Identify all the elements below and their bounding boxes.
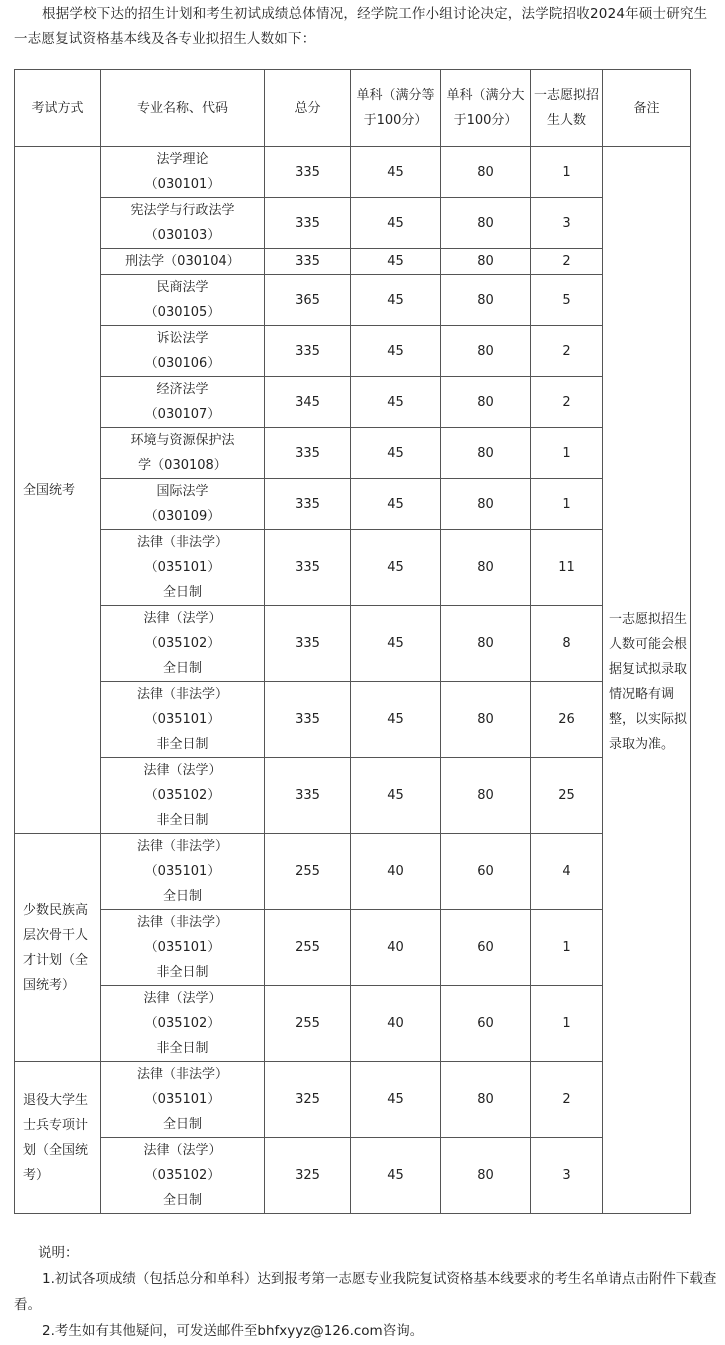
- major-line: 法学理论: [156, 152, 209, 167]
- table-row: [15, 530, 691, 606]
- major-line: （035101）: [144, 712, 221, 727]
- single-100-cell: 45: [351, 530, 441, 606]
- quota-cell: 1: [531, 147, 603, 198]
- quota-cell: 2: [531, 1062, 603, 1138]
- major-line: 全日制: [162, 585, 202, 600]
- table-body: [15, 147, 691, 1214]
- exam-type-cell: 全国统考: [15, 147, 101, 834]
- header-single-gt100: 单科（满分大于100分）: [441, 70, 531, 147]
- remark-lower-cell: [603, 834, 691, 1214]
- header-exam-type: 考试方式: [15, 70, 101, 147]
- major-line: （030107）: [144, 407, 221, 422]
- quota-cell: 2: [531, 377, 603, 428]
- single-gt100-cell: 80: [441, 377, 531, 428]
- remark-cell: 一志愿拟招生人数可能会根据复试拟录取情况略有调整，以实际拟录取为准。: [603, 530, 691, 834]
- major-line: 非全日制: [156, 1041, 209, 1056]
- single-100-cell: 45: [351, 606, 441, 682]
- major-line: 全日制: [162, 889, 202, 904]
- single-gt100-cell: 60: [441, 910, 531, 986]
- major-line: （030101）: [144, 177, 221, 192]
- notes-item-1: 1.初试各项成绩（包括总分和单科）达到报考第一志愿专业我院复试资格基本线要求的考生名单请点击附件下载查看。: [14, 1271, 717, 1313]
- single-100-cell: 45: [351, 147, 441, 198]
- total-cell: 335: [265, 198, 351, 249]
- single-gt100-cell: 60: [441, 986, 531, 1062]
- total-cell: 325: [265, 1062, 351, 1138]
- total-cell: 255: [265, 986, 351, 1062]
- total-cell: 345: [265, 377, 351, 428]
- table-row: [15, 1138, 691, 1214]
- major-cell: [101, 198, 265, 249]
- single-100-cell: 40: [351, 910, 441, 986]
- single-gt100-cell: 80: [441, 326, 531, 377]
- major-line: 国际法学: [156, 484, 209, 499]
- single-100-cell: 45: [351, 682, 441, 758]
- quota-cell: 25: [531, 758, 603, 834]
- major-line: 全日制: [162, 1193, 202, 1208]
- single-100-cell: 45: [351, 479, 441, 530]
- major-cell: [101, 682, 265, 758]
- notes-heading: 说明：: [38, 1245, 79, 1261]
- major-cell: [101, 377, 265, 428]
- quota-cell: 5: [531, 275, 603, 326]
- table-row: [15, 606, 691, 682]
- total-cell: 255: [265, 910, 351, 986]
- major-line: 法律（法学）: [143, 1143, 222, 1158]
- remark-empty-cell: [603, 147, 691, 530]
- quota-cell: 1: [531, 910, 603, 986]
- major-cell: [101, 147, 265, 198]
- table-row: [15, 758, 691, 834]
- major-line: （035101）: [144, 940, 221, 955]
- major-cell: [101, 249, 265, 275]
- major-line: 全日制: [162, 1117, 202, 1132]
- total-cell: 335: [265, 147, 351, 198]
- single-gt100-cell: 80: [441, 275, 531, 326]
- major-cell: [101, 1138, 265, 1214]
- major-line: （030103）: [144, 228, 221, 243]
- single-100-cell: 45: [351, 275, 441, 326]
- header-total: 总分: [265, 70, 351, 147]
- table-row: [15, 986, 691, 1062]
- major-line: （035102）: [144, 788, 221, 803]
- major-cell: [101, 1062, 265, 1138]
- major-line: 诉讼法学: [156, 331, 209, 346]
- major-cell: [101, 326, 265, 377]
- table-row: [15, 326, 691, 377]
- total-cell: 335: [265, 479, 351, 530]
- major-line: （030106）: [144, 356, 221, 371]
- major-cell: [101, 910, 265, 986]
- single-gt100-cell: 80: [441, 682, 531, 758]
- total-cell: 365: [265, 275, 351, 326]
- major-cell: [101, 758, 265, 834]
- table-row: [15, 479, 691, 530]
- quota-cell: 1: [531, 479, 603, 530]
- total-cell: 335: [265, 606, 351, 682]
- major-cell: [101, 606, 265, 682]
- single-100-cell: 40: [351, 834, 441, 910]
- major-line: （035102）: [144, 1016, 221, 1031]
- total-cell: 255: [265, 834, 351, 910]
- table-row: [15, 1062, 691, 1138]
- single-gt100-cell: 80: [441, 479, 531, 530]
- major-line: 法律（法学）: [143, 763, 222, 778]
- total-cell: 335: [265, 758, 351, 834]
- total-cell: 335: [265, 249, 351, 275]
- table-row: [15, 834, 691, 910]
- table-row: [15, 377, 691, 428]
- quota-cell: 1: [531, 986, 603, 1062]
- major-cell: [101, 530, 265, 606]
- major-line: 法律（非法学）: [136, 687, 228, 702]
- major-line: （035102）: [144, 636, 221, 651]
- table-header-row: [15, 70, 691, 147]
- total-cell: 325: [265, 1138, 351, 1214]
- header-remark: 备注: [603, 70, 691, 147]
- major-cell: [101, 834, 265, 910]
- single-gt100-cell: 80: [441, 606, 531, 682]
- major-line: （035101）: [144, 1092, 221, 1107]
- header-major: 专业名称、代码: [101, 70, 265, 147]
- major-line: 刑法学（030104）: [125, 254, 240, 269]
- major-cell: [101, 479, 265, 530]
- single-100-cell: 45: [351, 326, 441, 377]
- notes-section: [14, 1240, 720, 1344]
- total-cell: 335: [265, 682, 351, 758]
- table-row: [15, 682, 691, 758]
- single-gt100-cell: 80: [441, 758, 531, 834]
- quota-cell: 2: [531, 326, 603, 377]
- major-line: 非全日制: [156, 813, 209, 828]
- single-100-cell: 45: [351, 198, 441, 249]
- total-cell: 335: [265, 326, 351, 377]
- major-line: 法律（非法学）: [136, 839, 228, 854]
- major-line: 法律（法学）: [143, 991, 222, 1006]
- total-cell: 335: [265, 530, 351, 606]
- quota-cell: 11: [531, 530, 603, 606]
- header-quota: 一志愿拟招生人数: [531, 70, 603, 147]
- quota-cell: 8: [531, 606, 603, 682]
- table-row: [15, 275, 691, 326]
- quota-cell: 4: [531, 834, 603, 910]
- header-single-100: 单科（满分等于100分）: [351, 70, 441, 147]
- single-gt100-cell: 80: [441, 428, 531, 479]
- single-100-cell: 45: [351, 1138, 441, 1214]
- single-gt100-cell: 80: [441, 1138, 531, 1214]
- major-line: （035101）: [144, 560, 221, 575]
- single-gt100-cell: 60: [441, 834, 531, 910]
- major-line: 环境与资源保护法: [130, 433, 235, 448]
- major-line: 法律（法学）: [143, 611, 222, 626]
- exam-type-cell: 退役大学生士兵专项计划（全国统考）: [15, 1062, 101, 1214]
- major-line: 非全日制: [156, 965, 209, 980]
- table-row: [15, 198, 691, 249]
- major-line: 非全日制: [156, 737, 209, 752]
- major-line: 法律（非法学）: [136, 535, 228, 550]
- table-row: [15, 147, 691, 198]
- quota-cell: 1: [531, 428, 603, 479]
- table-row: [15, 428, 691, 479]
- single-gt100-cell: 80: [441, 530, 531, 606]
- table-row: [15, 249, 691, 275]
- quota-cell: 3: [531, 198, 603, 249]
- major-line: 全日制: [162, 661, 202, 676]
- major-line: 学（030108）: [138, 458, 227, 473]
- admission-table: [14, 69, 691, 1214]
- notes-item-2: 2.考生如有其他疑问，可发送邮件至bhfxyyz@126.com咨询。: [42, 1323, 424, 1339]
- single-100-cell: 45: [351, 249, 441, 275]
- single-100-cell: 45: [351, 758, 441, 834]
- major-line: 法律（非法学）: [136, 915, 228, 930]
- total-cell: 335: [265, 428, 351, 479]
- single-gt100-cell: 80: [441, 147, 531, 198]
- quota-cell: 2: [531, 249, 603, 275]
- single-gt100-cell: 80: [441, 198, 531, 249]
- major-line: 民商法学: [156, 280, 209, 295]
- major-line: 法律（非法学）: [136, 1067, 228, 1082]
- quota-cell: 26: [531, 682, 603, 758]
- major-line: 宪法学与行政法学: [130, 203, 235, 218]
- single-gt100-cell: 80: [441, 1062, 531, 1138]
- single-100-cell: 45: [351, 377, 441, 428]
- major-cell: [101, 986, 265, 1062]
- table-row: [15, 910, 691, 986]
- major-cell: [101, 275, 265, 326]
- major-line: （035102）: [144, 1168, 221, 1183]
- single-100-cell: 40: [351, 986, 441, 1062]
- major-cell: [101, 428, 265, 479]
- major-line: （030105）: [144, 305, 221, 320]
- major-line: （035101）: [144, 864, 221, 879]
- intro-paragraph: 根据学校下达的招生计划和考生初试成绩总体情况，经学院工作小组讨论决定，法学院招收2024年硕士研究生一志愿复试资格基本线及各专业拟招生人数如下：: [14, 6, 708, 47]
- major-line: （030109）: [144, 509, 221, 524]
- single-100-cell: 45: [351, 428, 441, 479]
- major-line: 经济法学: [156, 382, 209, 397]
- single-gt100-cell: 80: [441, 249, 531, 275]
- quota-cell: 3: [531, 1138, 603, 1214]
- single-100-cell: 45: [351, 1062, 441, 1138]
- exam-type-cell: 少数民族高层次骨干人才计划（全国统考）: [15, 834, 101, 1062]
